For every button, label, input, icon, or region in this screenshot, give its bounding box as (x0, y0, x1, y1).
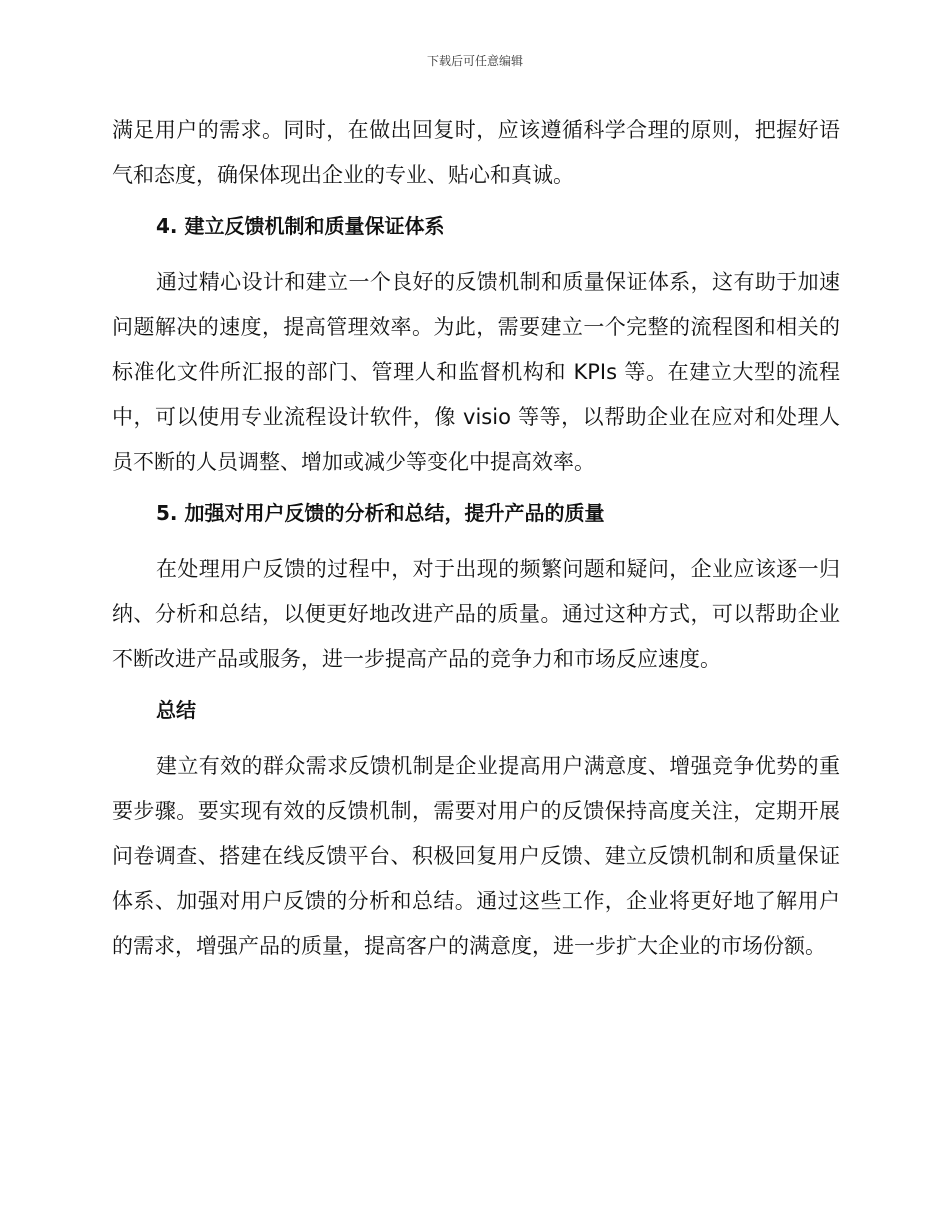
document-body (112, 108, 840, 977)
section-heading-4: 4. 建立反馈机制和质量保证体系 (156, 214, 445, 238)
section-heading-5: 5. 加强对用户反馈的分析和总结，提升产品的质量 (156, 501, 605, 525)
section-4-paragraph: 通过精心设计和建立一个良好的反馈机制和质量保证体系，这有助于加速问题解决的速度，提高管理效率。为此，需要建立一个完整的流程图和相关的标准化文件所汇报的部门、管理人和监督机构和 KPIs 等。在建立大型的流程中，可以使用专业流程设计软件，像 visio 等等，以帮助企业在应对和处理人员不断的人员调整、增加或减少等变化中提高效率。 (112, 270, 840, 474)
continued-paragraph: 满足用户的需求。同时，在做出回复时，应该遵循科学合理的原则，把握好语气和态度，确保体现出企业的专业、贴心和真诚。 (112, 118, 840, 187)
page-header: 下载后可任意编辑 (426, 54, 523, 68)
section-5-paragraph: 在处理用户反馈的过程中，对于出现的频繁问题和疑问，企业应该逐一归纳、分析和总结，以便更好地改进产品的质量。通过这种方式，可以帮助企业不断改进产品或服务，进一步提高产品的竞争力和市场反应速度。 (112, 557, 840, 671)
summary-heading: 总结 (156, 698, 196, 722)
summary-paragraph: 建立有效的群众需求反馈机制是企业提高用户满意度、增强竞争优势的重要步骤。要实现有效的反馈机制，需要对用户的反馈保持高度关注，定期开展问卷调查、搭建在线反馈平台、积极回复用户反馈、建立反馈机制和质量保证体系、加强对用户反馈的分析和总结。通过这些工作，企业将更好地了解用户的需求，增强产品的质量，提高客户的满意度，进一步扩大企业的市场份额。 (112, 754, 840, 958)
